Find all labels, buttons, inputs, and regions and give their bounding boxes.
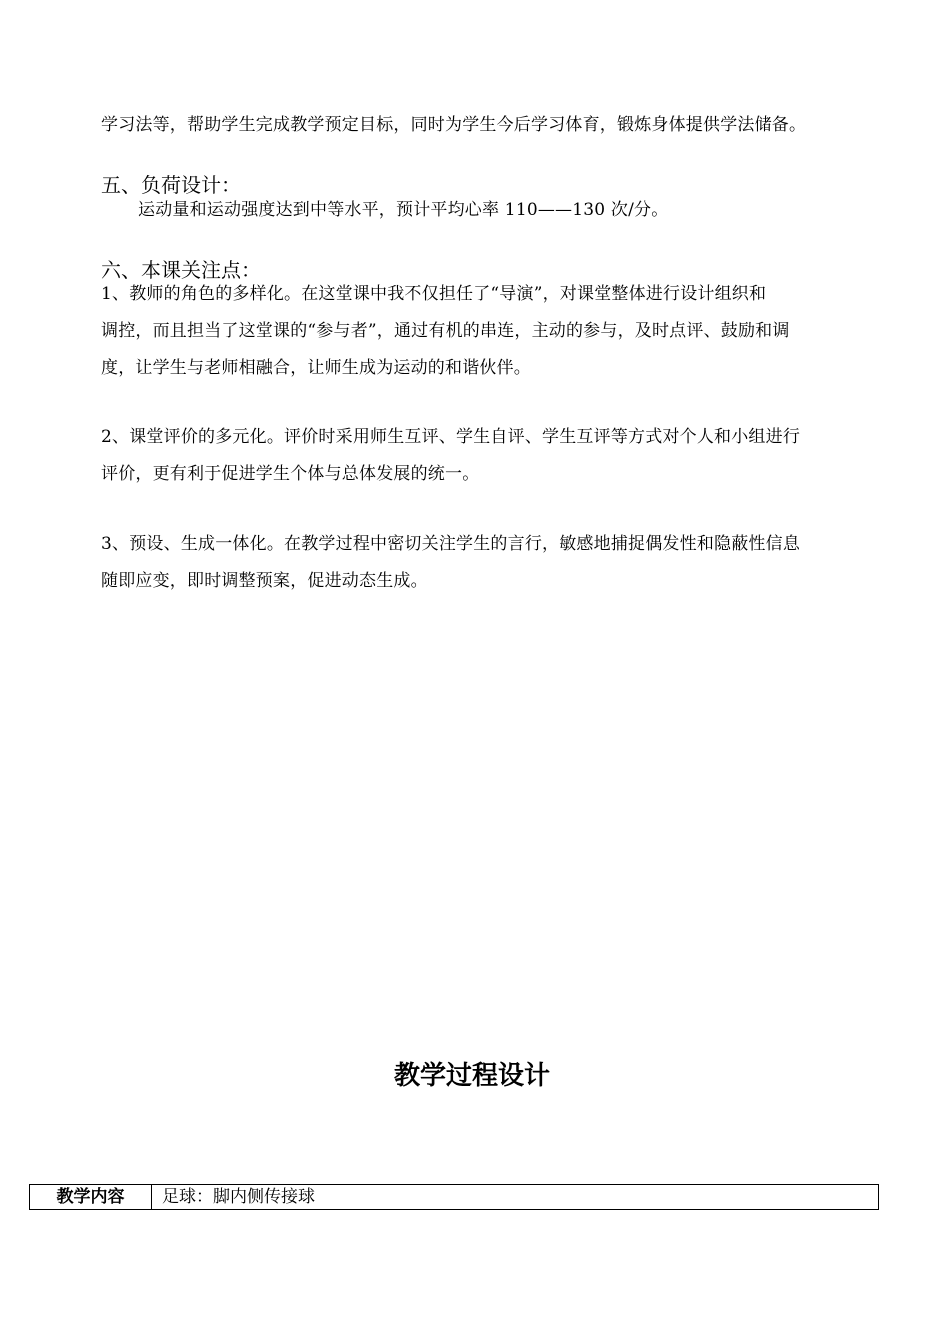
table-row bbox=[30, 1185, 879, 1210]
focus-point-1-line-3: 度，让学生与老师相融合，让师生成为运动的和谐伙伴。 bbox=[101, 358, 531, 378]
teaching-content-table bbox=[29, 1184, 879, 1210]
focus-point-2-line-1: 2、课堂评价的多元化。评价时采用师生互评、学生自评、学生互评等方式对个人和小组进行 bbox=[101, 427, 801, 447]
focus-point-3-line-2: 随即应变，即时调整预案，促进动态生成。 bbox=[101, 571, 428, 591]
section-heading-load-design: 五、负荷设计： bbox=[101, 173, 241, 197]
teaching-content-label: 教学内容 bbox=[30, 1185, 152, 1210]
page-title: 教学过程设计 bbox=[393, 1061, 550, 1091]
focus-point-2-line-2: 评价，更有利于促进学生个体与总体发展的统一。 bbox=[101, 464, 480, 484]
focus-point-1-line-1: 1、教师的角色的多样化。在这堂课中我不仅担任了“导演”，对课堂整体进行设计组织和 bbox=[101, 284, 767, 304]
focus-point-1-line-2: 调控，而且担当了这堂课的“参与者”，通过有机的串连，主动的参与，及时点评、鼓励和调 bbox=[101, 321, 790, 341]
load-design-text: 运动量和运动强度达到中等水平，预计平均心率 110——130 次/分。 bbox=[138, 200, 669, 220]
section-heading-focus-points: 六、本课关注点： bbox=[101, 258, 261, 282]
focus-point-3-line-1: 3、预设、生成一体化。在教学过程中密切关注学生的言行，敏感地捕捉偶发性和隐蔽性信息 bbox=[101, 534, 801, 554]
teaching-content-value: 足球：脚内侧传接球 bbox=[152, 1185, 879, 1210]
intro-paragraph-line: 学习法等，帮助学生完成教学预定目标，同时为学生今后学习体育，锻炼身体提供学法储备。 bbox=[101, 115, 807, 135]
